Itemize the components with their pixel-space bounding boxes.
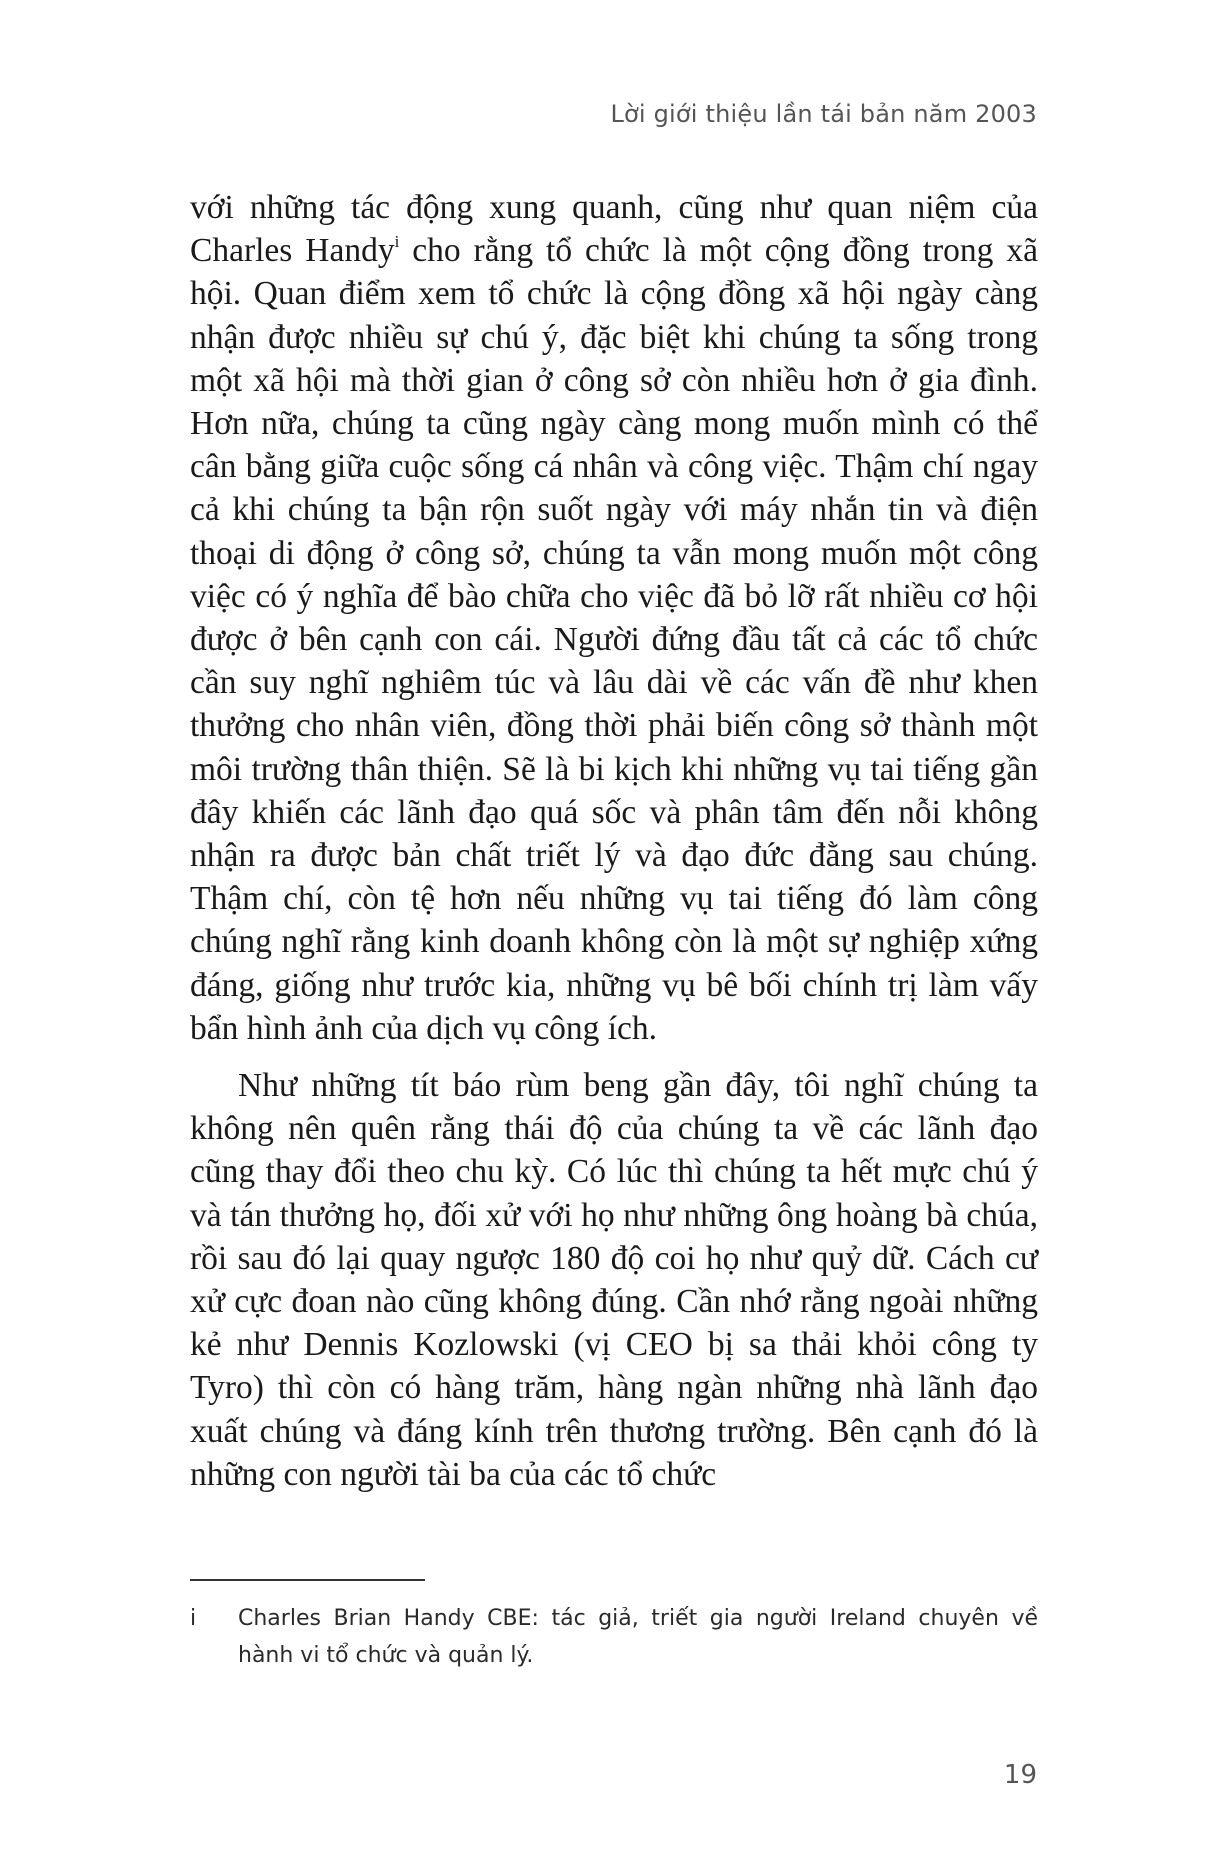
body-text xyxy=(190,186,1038,1496)
running-header: Lời giới thiệu lần tái bản năm 2003 xyxy=(610,100,1037,128)
paragraph-1 xyxy=(190,186,1038,1050)
footnote xyxy=(190,1600,1038,1674)
paragraph-2: Như những tít báo rùm beng gần đây, tôi nghĩ chúng ta không nên quên rằng thái độ của chúng ta về các lãnh đạo cũng thay đổi theo chu kỳ. Có lúc thì chúng ta hết mực chú ý và tán thưởng họ, đối xử với họ như những ông hoàng bà chúa, rồi sau đó lại quay ngược 180 độ coi họ như quỷ dữ. Cách cư xử cực đoan nào cũng không đúng. Cần nhớ rằng ngoài những kẻ như Dennis Kozlowski (vị CEO bị sa thải khỏi công ty Tyro) thì còn có hàng trăm, hàng ngàn những nhà lãnh đạo xuất chúng và đáng kính trên thương trường. Bên cạnh đó là những con người tài ba của các tổ chức xyxy=(190,1067,1038,1493)
footnote-reference[interactable]: i xyxy=(394,232,400,252)
paragraph-1-part-a: với những tác động xung quanh, cũng như quan niệm của Charles Handy xyxy=(190,189,1038,270)
footnote-text: Charles Brian Handy CBE: tác giả, triết gia người Ireland chuyên về hành vi tổ chức và quản lý. xyxy=(238,1606,1038,1668)
page-number: 19 xyxy=(1003,1760,1037,1790)
paragraph-1-part-b: cho rằng tổ chức là một cộng đồng trong xã hội. Quan điểm xem tổ chức là cộng đồng xã hội ngày càng nhận được nhiều sự chú ý, đặc biệt khi chúng ta sống trong một xã hội mà thời gian ở công sở còn nhiều hơn ở gia đình. Hơn nữa, chúng ta cũng ngày càng mong muốn mình có thể cân bằng giữa cuộc sống cá nhân và công việc. Thậm chí ngay cả khi chúng ta bận rộn suốt ngày với máy nhắn tin và điện thoại di động ở công sở, chúng ta vẫn mong muốn một công việc có ý nghĩa để bào chữa cho việc đã bỏ lỡ rất nhiều cơ hội được ở bên cạnh con cái. Người đứng đầu tất cả các tổ chức cần suy nghĩ nghiêm túc và lâu dài về các vấn đề như khen thưởng cho nhân viên, đồng thời phải biến công sở thành một môi trường thân thiện. Sẽ là bi kịch khi những vụ tai tiếng gần đây khiến các lãnh đạo quá sốc và phân tâm đến nỗi không nhận ra được bản chất triết lý và đạo đức đằng sau chúng. Thậm chí, còn tệ hơn nếu những vụ tai tiếng đó làm công chúng nghĩ rằng kinh doanh không còn là một sự nghiệp xứng đáng, giống như trước kia, những vụ bê bối chính trị làm vấy bẩn hình ảnh của dịch vụ công ích. xyxy=(190,232,1038,1047)
footnote-divider xyxy=(190,1579,425,1581)
footnote-marker: i xyxy=(190,1606,197,1631)
